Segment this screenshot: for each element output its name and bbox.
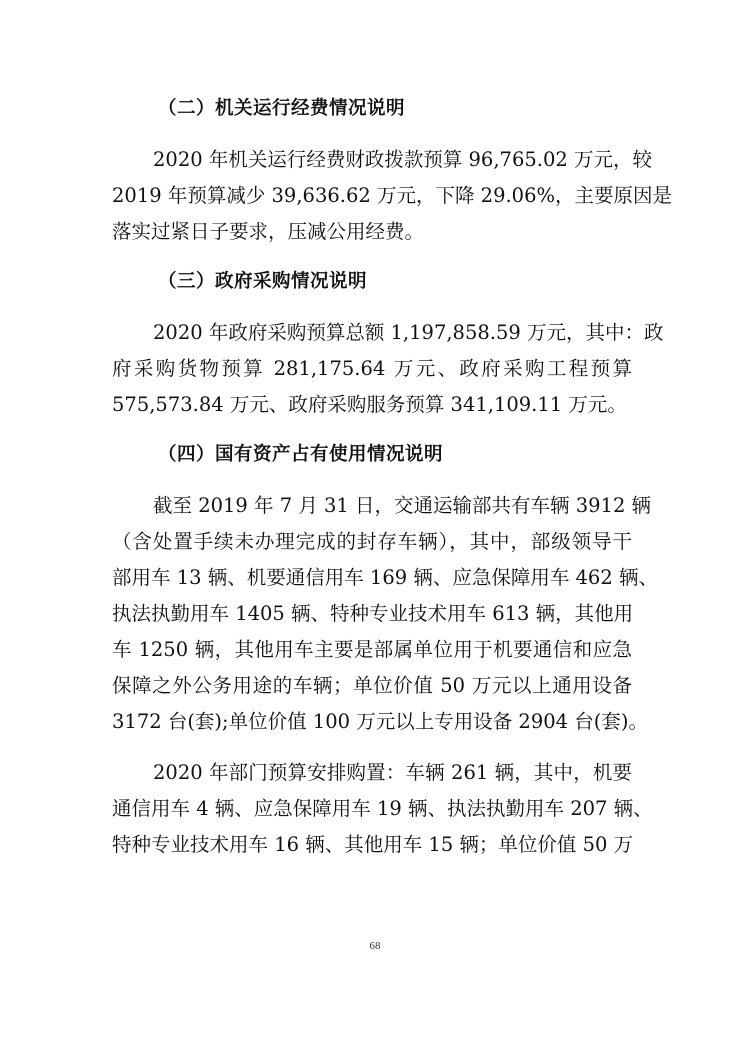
text-line: 执法执勤用车 1405 辆、特种专业技术用车 613 辆，其他用 (112, 602, 634, 625)
document-body (112, 92, 673, 863)
text-line: 保障之外公务用途的车辆；单位价值 50 万元以上通用设备 (112, 674, 632, 697)
text-line: （含处置手续未办理完成的封存车辆），其中，部级领导干 (112, 530, 632, 553)
paragraph-operating-expenses (112, 142, 673, 250)
text-line: 通信用车 4 辆、应急保障用车 19 辆、执法执勤用车 207 辆、 (112, 797, 653, 820)
section-heading-operating-expenses: （二）机关运行经费情况说明 (158, 98, 406, 119)
text-line: 车 1250 辆，其他用车主要是部属单位用于机要通信和应急 (112, 638, 632, 661)
paragraph-state-assets-vehicles (112, 488, 658, 740)
section-heading-state-assets: （四）国有资产占有使用情况说明 (158, 444, 444, 465)
text-line: 2020 年部门预算安排购置：车辆 261 辆，其中，机要 (153, 761, 632, 784)
text-line: 3172 台(套);单位价值 100 万元以上专用设备 2904 台(套)。 (112, 710, 648, 733)
page-number: 68 (369, 940, 381, 952)
text-line: 截至 2019 年 7 月 31 日，交通运输部共有车辆 3912 辆 (153, 494, 652, 517)
text-line: 府采购货物预算 281,175.64 万元、政府采购工程预算 (112, 357, 632, 380)
text-line: 2019 年预算减少 39,636.62 万元，下降 29.06%，主要原因是 (112, 184, 673, 207)
section-heading-government-procurement: （三）政府采购情况说明 (158, 271, 368, 292)
text-line: 部用车 13 辆、机要通信用车 169 辆、应急保障用车 462 辆、 (112, 566, 658, 589)
text-line: 特种专业技术用车 16 辆、其他用车 15 辆；单位价值 50 万 (112, 833, 634, 856)
paragraph-government-procurement (112, 315, 664, 423)
paragraph-2020-purchases (112, 755, 653, 863)
text-line: 575,573.84 万元、政府采购服务预算 341,109.11 万元。 (112, 393, 627, 416)
text-line: 2020 年机关运行经费财政拨款预算 96,765.02 万元，较 (153, 148, 652, 171)
text-line: 2020 年政府采购预算总额 1,197,858.59 万元，其中：政 (153, 321, 664, 344)
text-line: 落实过紧日子要求，压减公用经费。 (112, 220, 425, 243)
